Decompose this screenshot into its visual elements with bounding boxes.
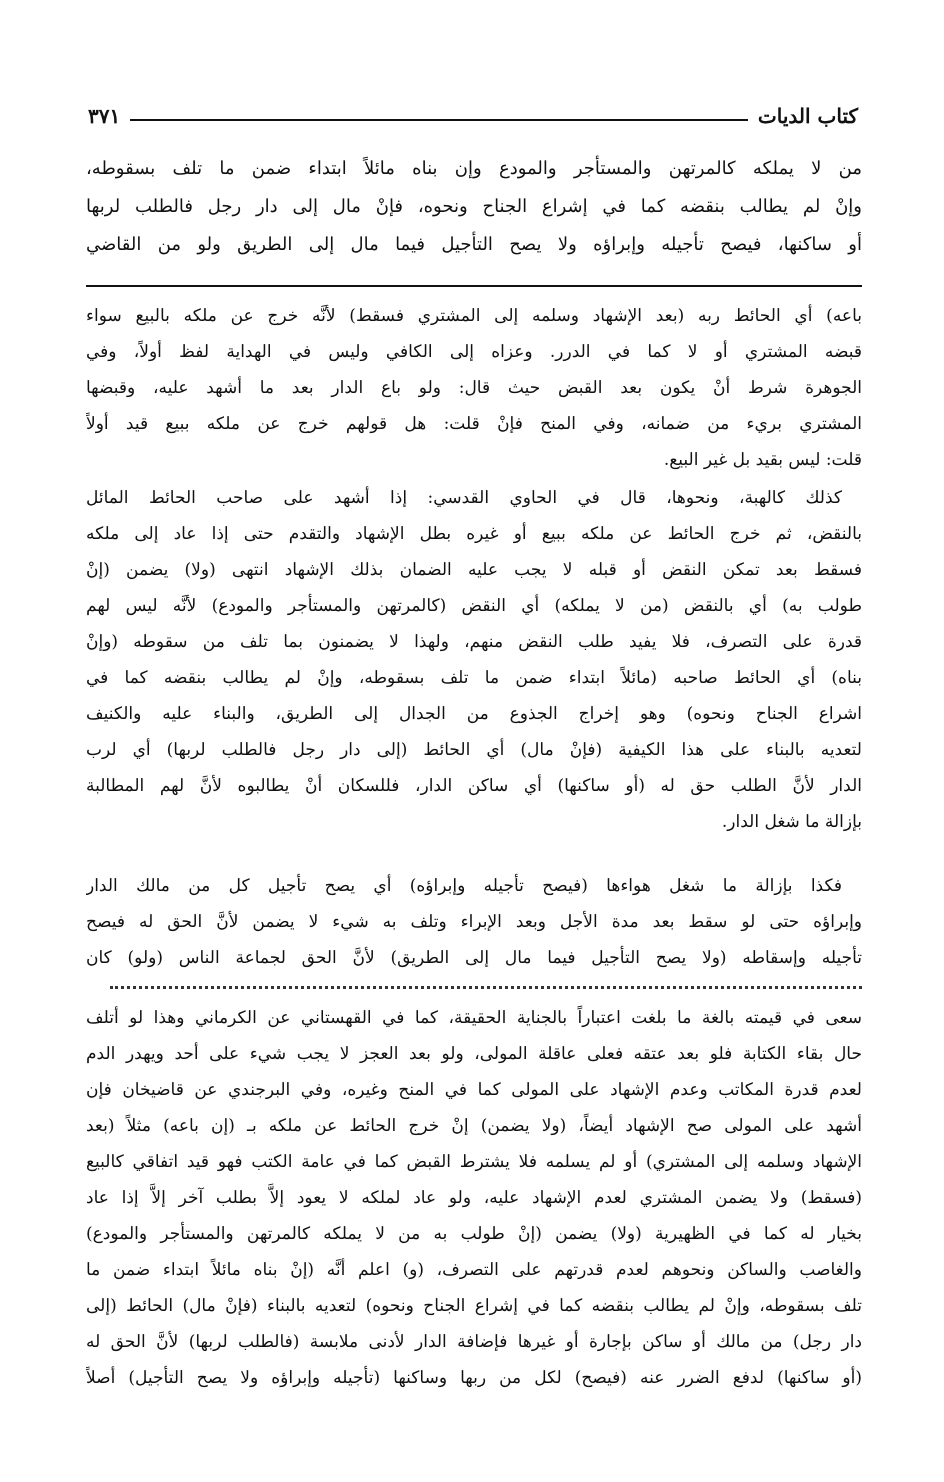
page-number: ٣٧١ <box>88 104 121 128</box>
header-rule <box>130 119 748 121</box>
text-line: (فسقط) ولا يضمن المشتري لعدم الإشهاد عليه، ولو عاد لملكه لا يعود إلاَّ بطلب آخر إلاَّ إذا عاد <box>86 1188 862 1208</box>
text-line: دار رجل) من مالك أو ساكن بإجارة أو غيرها فإضافة الدار لأدنى ملابسة (فالطلب لربها) لأنَّ الحق له <box>86 1332 862 1352</box>
text-line: الإشهاد وسلمه إلى المشتري) أو لم يسلمه فلا يشترط القبض كما في عامة الكتب فهو قيد اتفاقي كالبيع <box>86 1152 862 1172</box>
text-line: قلت: ليس بقيد بل غير البيع. <box>663 450 862 470</box>
text-line: قدرة على التصرف، فلا يفيد طلب النقض منهم، ولهذا لا يضمنون بما تلف من سقوطه (وإنْ <box>86 632 862 652</box>
section-divider <box>86 285 862 287</box>
commentary-block-1 <box>86 298 862 478</box>
text-line: الدار لأنَّ الطلب حق له (أو ساكنها) أي ساكن الدار، فللسكان أنْ يطالبوه لأنَّ لهم المطالبة <box>86 776 862 796</box>
text-line: وإنْ لم يطالب بنقضه كما في إشراع الجناح ونحوه، فإنْ مال إلى دار رجل فالطلب لربها <box>86 196 862 217</box>
text-line: قبضه المشتري أو لا كما في الدرر. وعزاه إلى الكافي وليس في الهداية لفظ أولاً، وفي <box>86 342 862 362</box>
text-line: فسقط بعد تمكن النقض أو قبله لا يجب عليه الضمان بذلك الإشهاد انتهى (ولا) يضمن (إنْ <box>86 560 862 580</box>
text-line: لعدم قدرة المكاتب وعدم الإشهاد على المولى كما في المنح وغيره، وفي البرجندي عن قاضيخان فإن <box>86 1080 862 1100</box>
text-line: (أو ساكنها) لدفع الضرر عنه (فيصح) لكل من ربها وساكنها (تأجيله وإبراؤه ولا يصح التأجيل) أصلاً <box>86 1368 862 1388</box>
text-line: بإزالة ما شغل الدار. <box>721 812 862 832</box>
text-line: حال بقاء الكتابة فلو بعد عتقه فعلى عاقلة المولى، ولو بعد العجز لا يجب شيء على أحد ويهدر الدم <box>86 1044 862 1064</box>
text-line: أو ساكنها، فيصح تأجيله وإبراؤه ولا يصح التأجيل فيما مال إلى الطريق ولو من القاضي <box>86 234 862 255</box>
commentary-block-3 <box>86 868 862 976</box>
text-line: اشراع الجناح ونحوه) وهو إخراج الجذوع من الجدال إلى الطريق، والبناء عليه والكنيف <box>86 704 862 724</box>
dotted-divider <box>110 986 862 989</box>
commentary-block-4 <box>86 1000 862 1396</box>
running-header <box>88 94 858 128</box>
text-line: باعه) أي الحائط ربه (بعد الإشهاد وسلمه إلى المشتري فسقط) لأنَّه خرج عن ملكه بالبيع سواء <box>86 306 862 326</box>
text-line: من لا يملكه كالمرتهن والمستأجر والمودع وإن بناه مائلاً ابتداء ضمن ما تلف بسقوطه، <box>86 158 862 179</box>
text-line: بخيار له كما في الظهيرية (ولا) يضمن (إنْ طولب به من لا يملكه كالمرتهن والمستأجر والمودع) <box>86 1224 862 1244</box>
text-line: لتعديه بالبناء على هذا الكيفية (فإنْ مال) أي الحائط (إلى دار رجل فالطلب لربها) أي لرب <box>86 740 862 760</box>
text-line: بناه) أي الحائط صاحبه (مائلاً ابتداء ضمن ما تلف بسقوطه، وإنْ لم يطالب بنقضه كما في <box>86 668 862 688</box>
text-line: وإبراؤه حتى لو سقط بعد مدة الأجل وبعد الإبراء وتلف به شيء لا يضمن لأنَّ الحق له فيصح <box>86 912 862 932</box>
text-line: كذلك كالهبة، ونحوها، قال في الحاوي القدسي: إذا أشهد على صاحب الحائط المائل <box>86 488 842 508</box>
text-line: بالنقض، ثم خرج الحائط عن ملكه ببيع أو غيره بطل الإشهاد والتقدم حتى إذا عاد إلى ملكه <box>86 524 862 544</box>
text-line: فكذا بإزالة ما شغل هواءها (فيصح تأجيله وإبراؤه) أي يصح تأجيل كل من مالك الدار <box>86 876 842 896</box>
text-line: أشهد على المولى صح الإشهاد أيضاً، (ولا يضمن) إنْ خرج الحائط عن ملكه بـ (إن باعه) مثلاً (بعد <box>86 1116 862 1136</box>
matn-text <box>86 150 862 264</box>
text-line: تأجيله وإسقاطه (ولا يصح التأجيل فيما مال إلى الطريق) لأنَّ الحق لجماعة الناس (ولو) كان <box>86 948 862 968</box>
text-line: سعى في قيمته بالغة ما بلغت اعتباراً بالجناية الحقيقة، كما في القهستاني عن الكرماني وهذا لو أتلف <box>86 1008 862 1028</box>
text-line: تلف بسقوطه، وإنْ لم يطالب بنقضه كما في إشراع الجناح ونحوه) لتعديه بالبناء (فإنْ مال) الحائط (إلى <box>86 1296 862 1316</box>
commentary-block-2 <box>86 480 862 840</box>
text-line: المشتري بريء من ضمانه، وفي المنح فإنْ قلت: هل قولهم خرج عن ملكه ببيع قيد أولاً <box>86 414 862 434</box>
text-line: والغاصب والساكن ونحوهم لعدم قدرتهم على التصرف، (و) اعلم أنَّه (إنْ بناه مائلاً ابتداء ضمن ما <box>86 1260 862 1280</box>
chapter-title: كتاب الديات <box>757 104 858 128</box>
text-line: طولب به) أي بالنقض (من لا يملكه) أي النقض (كالمرتهن والمستأجر والمودع) لأنَّه ليس لهم <box>86 596 862 616</box>
text-line: الجوهرة شرط أنْ يكون بعد القبض حيث قال: ولو باع الدار بعد ما أشهد عليه، وقبضها <box>86 378 862 398</box>
